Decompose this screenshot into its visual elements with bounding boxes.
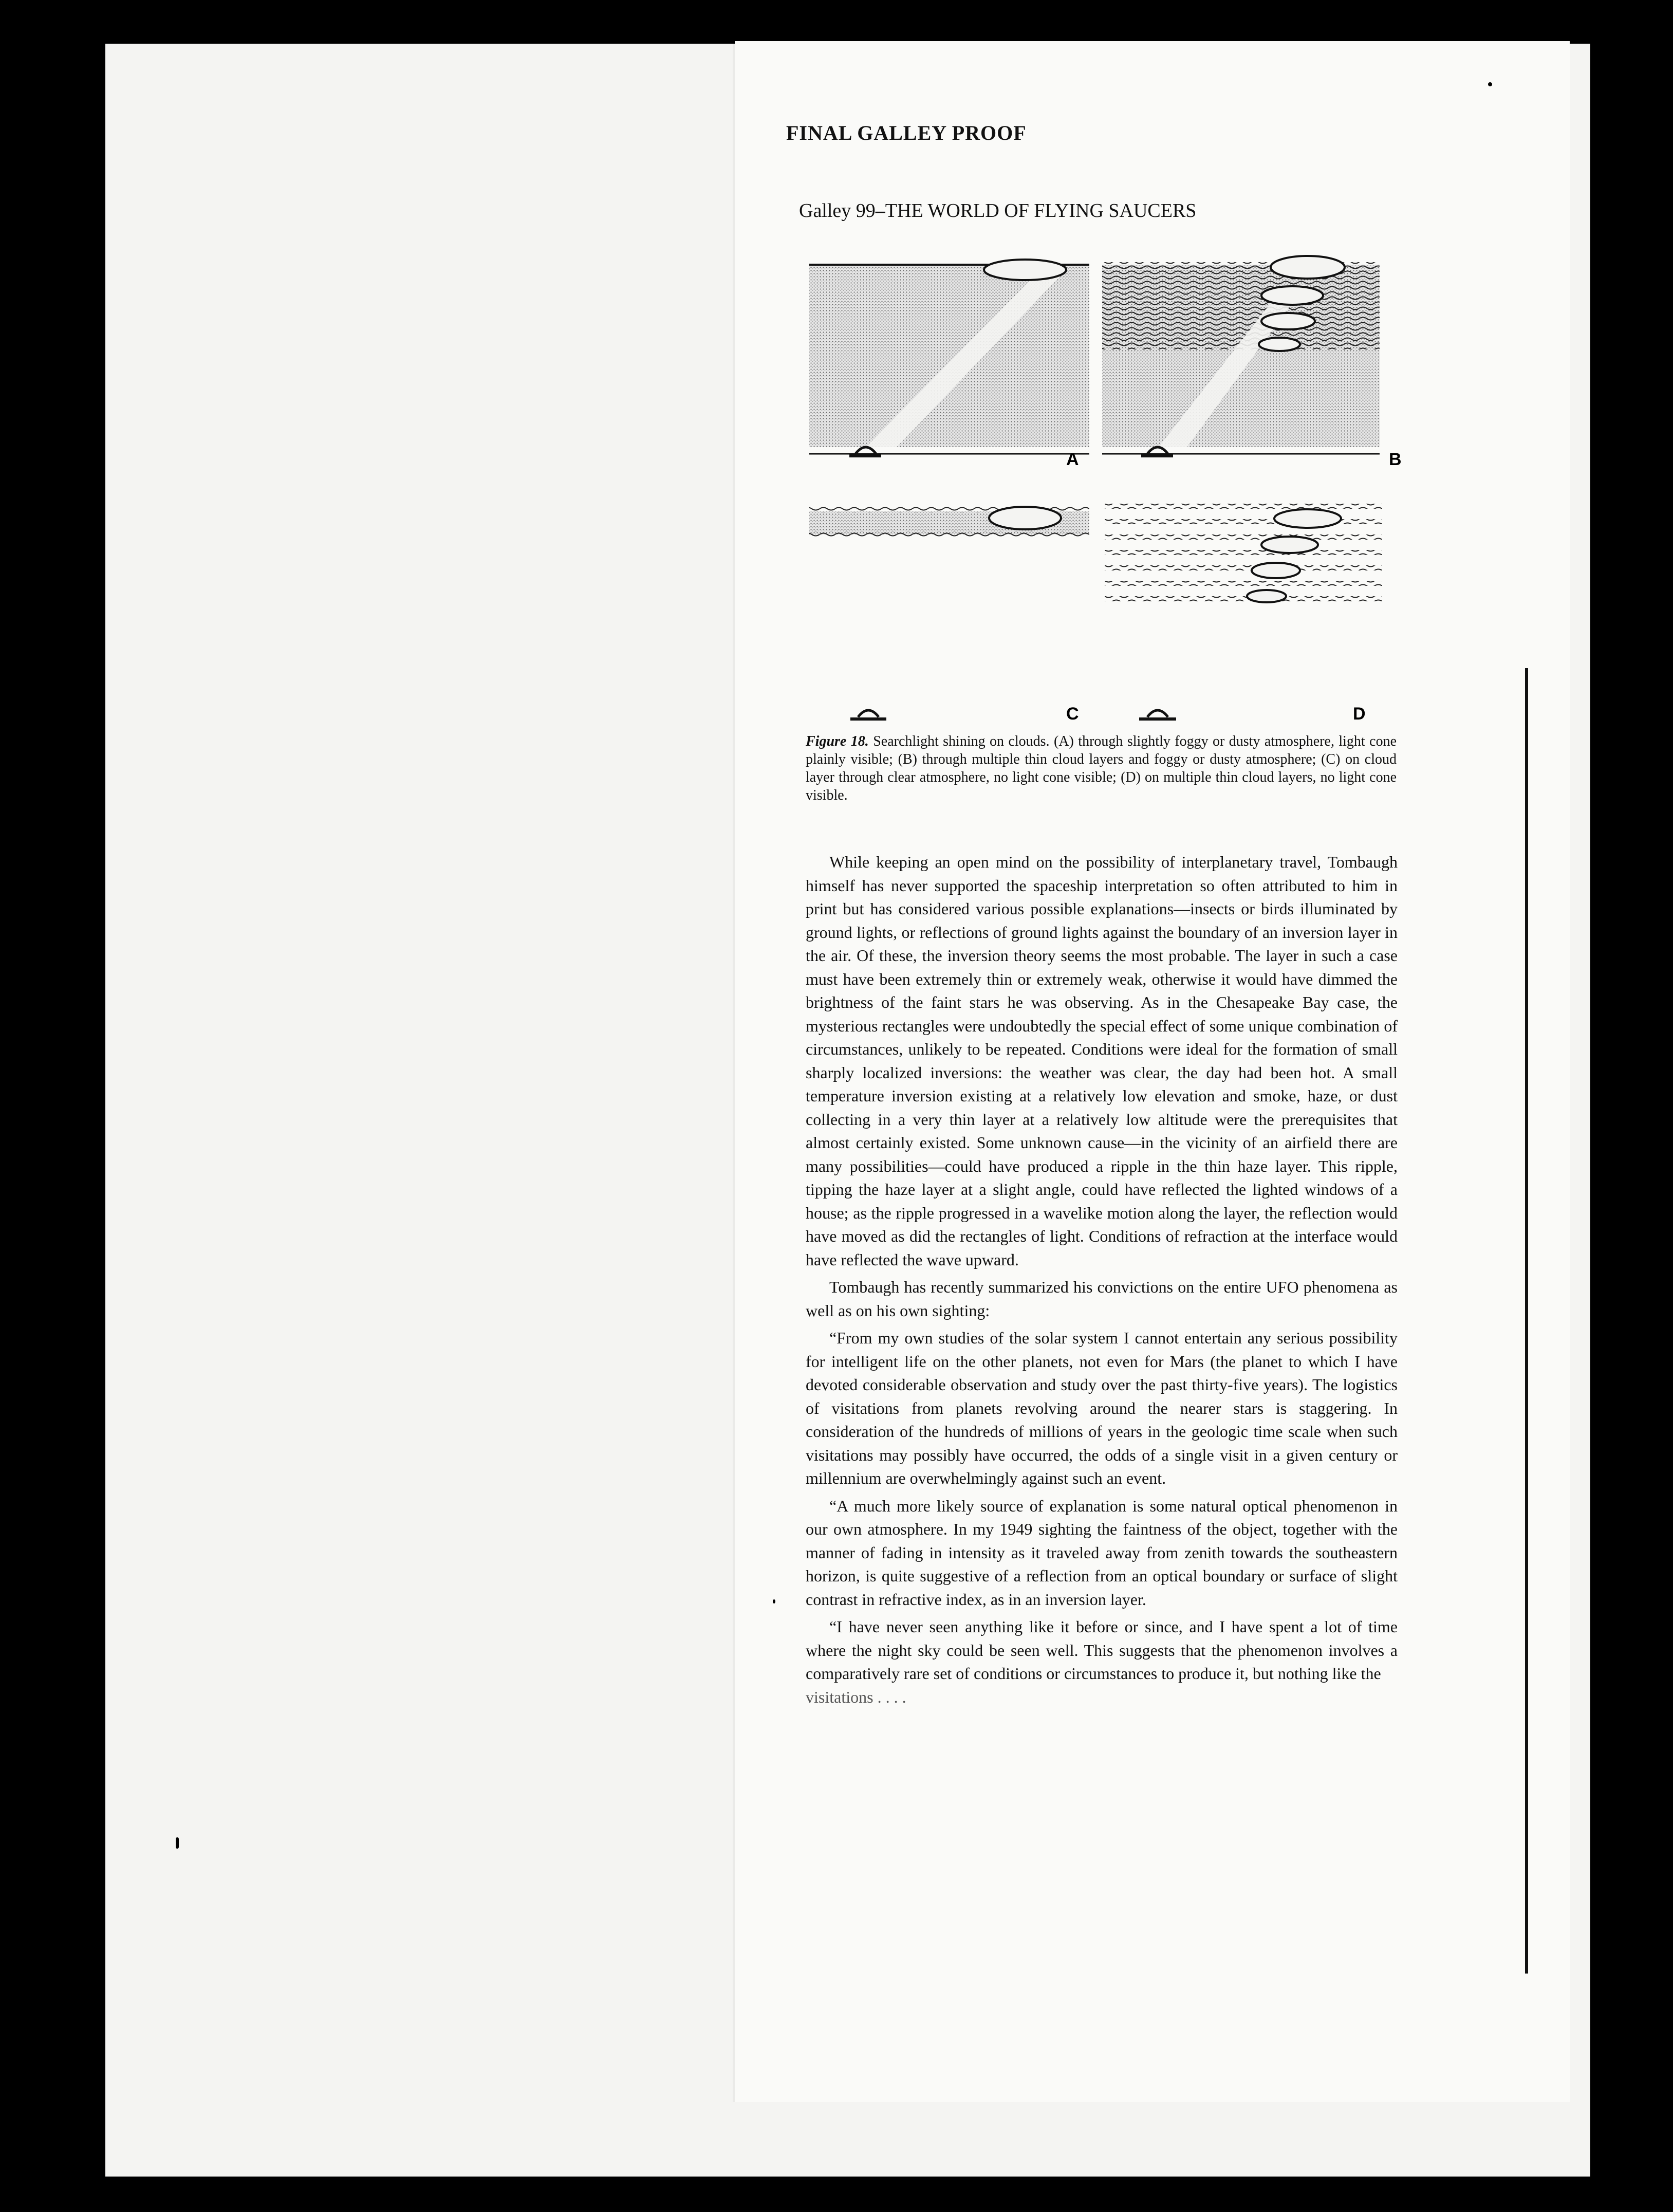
cutoff-line: visitations . . . . xyxy=(806,1687,906,1706)
searchlight-figure xyxy=(804,254,1408,727)
panel-label-b: B xyxy=(1389,450,1402,469)
caption-text: Searchlight shining on clouds. (A) through slightly foggy or dusty atmosphere, light cone plainly visible; (B) through multiple thin cloud layers and foggy or dusty atmosphere; (C) on cloud layer through clear atmosphere, no light cone visible; (D) on multiple thin cloud layers, no light cone visible. xyxy=(806,733,1397,803)
searchlight-icon xyxy=(1141,447,1173,456)
searchlight-icon xyxy=(1139,710,1176,719)
proof-header: FINAL GALLEY PROOF xyxy=(786,121,1027,144)
panel-c xyxy=(809,506,1089,724)
paragraph: “From my own studies of the solar system I cannot entertain any serious possibility for intelligent life on the other planets, not even for Mars (the planet to which I have devoted considerable observation and study over the past thirty-five years). The logistics of visitations from planets revolving around the nearer stars is staggering. In consideration of the hundreds of millions of years in the geologic time scale when such visitations may possibly have occurred, the odds of a single visit in a given century or millennium are overwhelmingly against such an event. xyxy=(806,1329,1398,1487)
galley-title: Galley 99–THE WORLD OF FLYING SAUCERS xyxy=(799,200,1197,222)
ink-speck xyxy=(1488,82,1492,86)
ink-speck xyxy=(176,1837,179,1849)
paragraph: While keeping an open mind on the possibility of interplanetary travel, Tombaugh himself has never supported the spaceship interpretation so often attributed to him in print but has considered various possible explanations—insects or birds illuminated by ground lights, or reflections of ground lights against the boundary of an inversion layer in the air. Of these, the inversion theory seems the most probable. The layer in such a case must have been extremely thin or extremely weak, otherwise it would have dimmed the brightness of the faint stars he was observing. As in the Chesapeake Bay case, the mysterious rectangles were undoubtedly the special effect of some unique combination of circumstances, unlikely to be repeated. Conditions were ideal for the formation of small sharply localized inversions: the weather was clear, the day had been hot. A small temperature inversion existing at a relatively low elevation and smoke, haze, or dust collecting in a very thin layer at a relatively low altitude were the prerequisites that almost certainly existed. Some unknown cause—in the vicinity of an airfield there are many possibilities—could have produced a ripple in the thin haze layer. This ripple, tipping the haze layer at a slight angle, could have reflected the lighted windows of a house; as the ripple progressed in a wavelike motion along the layer, the reflection would have moved as did the rectangles of light. Conditions of refraction at the interface would have reflected the wave upward. xyxy=(806,853,1398,1269)
book-title: THE WORLD OF FLYING SAUCERS xyxy=(885,200,1197,222)
paragraph: “A much more likely source of explanation is some natural optical phenomenon in our own atmosphere. In my 1949 sighting the faintness of the object, together with the manner of fading in intensity as it traveled away from zenith towards the southeastern horizon, is quite suggestive of a reflection from an optical boundary or surface of slight contrast in refractive index, as in an inversion layer. xyxy=(806,1496,1398,1609)
page-edge-line xyxy=(1525,668,1528,1974)
panel-d xyxy=(1105,504,1382,724)
panel-b xyxy=(1102,256,1402,469)
ink-speck xyxy=(1132,22,1136,28)
galley-number: Galley 99 xyxy=(799,200,876,222)
panel-label-a: A xyxy=(1066,450,1079,469)
paragraph: Tombaugh has recently summarized his convictions on the entire UFO phenomena as well as on his own sighting: xyxy=(806,1278,1398,1320)
panel-label-c: C xyxy=(1066,704,1079,724)
caption-label: Figure 18. xyxy=(806,733,869,749)
panel-a xyxy=(809,260,1089,469)
body-text xyxy=(806,851,1398,1709)
figure-caption xyxy=(806,732,1397,804)
paragraph: “I have never seen anything like it before or since, and I have spent a lot of time where the night sky could be seen well. This suggests that the phenomenon involves a comparatively rare set of conditions or circumstances to produce it, but nothing like the xyxy=(806,1617,1398,1683)
ink-speck xyxy=(773,1599,775,1603)
panel-label-d: D xyxy=(1353,704,1366,724)
searchlight-icon xyxy=(850,710,886,719)
searchlight-icon xyxy=(849,447,881,456)
